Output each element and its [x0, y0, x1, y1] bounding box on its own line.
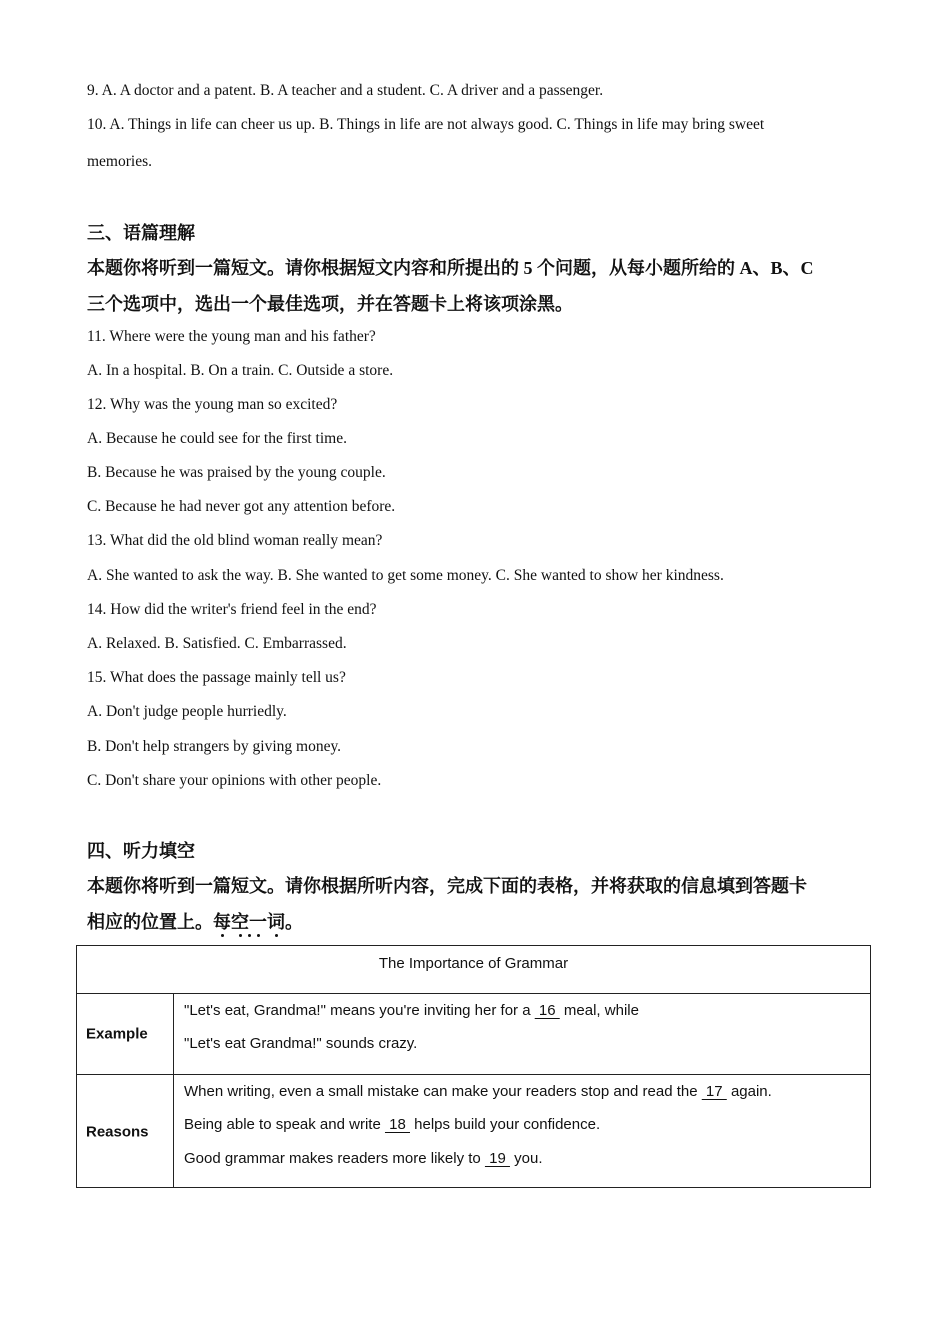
question-10-continued: memories.: [87, 153, 152, 170]
text: meal, while: [559, 1002, 639, 1019]
question-14: 14. How did the writer's friend feel in the end?: [87, 601, 377, 618]
emphasis-dots: [213, 912, 285, 932]
emphasis-char: 空: [231, 912, 249, 932]
section-4-title: 四、听力填空: [87, 841, 195, 861]
table-row-example: [77, 994, 870, 1075]
text: Good grammar makes readers more likely to: [184, 1150, 485, 1167]
question-14-options: A. Relaxed. B. Satisfied. C. Embarrassed.: [87, 635, 347, 652]
reason-line-2: [184, 1116, 600, 1133]
blank-16[interactable]: 16: [534, 1002, 560, 1019]
section-3-instruction-continued: 三个选项中，选出一个最佳选项，并在答题卡上将该项涂黑。: [87, 294, 573, 314]
reason-line-3: [184, 1150, 543, 1167]
question-12: 12. Why was the young man so excited?: [87, 396, 338, 413]
question-9: 9. A. A doctor and a patent. B. A teacher and a student. C. A driver and a passenger.: [87, 82, 604, 99]
table-title-row: [77, 946, 870, 994]
section-3-title: 三、语篇理解: [87, 223, 195, 243]
text: "Let's eat, Grandma!" means you're inviting her for a: [184, 1002, 535, 1019]
section-4-instruction: 本题你将听到一篇短文。请你根据所听内容，完成下面的表格，并将获取的信息填到答题卡: [87, 876, 807, 896]
example-line-1: [184, 1002, 639, 1019]
question-10: 10. A. Things in life can cheer us up. B. Things in life are not always good. C. Things in life may bring sweet: [87, 116, 765, 133]
grammar-table: [76, 945, 871, 1188]
table-row-reasons: [77, 1075, 870, 1188]
question-12-option-b: B. Because he was praised by the young couple.: [87, 464, 386, 481]
question-13: 13. What did the old blind woman really mean?: [87, 532, 383, 549]
text: Being able to speak and write: [184, 1116, 385, 1133]
row-label-example: Example: [86, 1025, 148, 1043]
question-15-option-b: B. Don't help strangers by giving money.: [87, 738, 342, 755]
table-title: The Importance of Grammar: [378, 955, 569, 972]
reason-line-1: [184, 1083, 772, 1100]
emphasis-char: 每: [213, 912, 231, 932]
emphasized-text: [213, 912, 285, 932]
blank-17[interactable]: 17: [701, 1083, 727, 1100]
text: helps build your confidence.: [410, 1116, 601, 1133]
question-12-option-a: A. Because he could see for the first time.: [87, 430, 347, 447]
question-12-option-c: C. Because he had never got any attention before.: [87, 498, 396, 515]
question-15-option-a: A. Don't judge people hurriedly.: [87, 703, 287, 720]
question-15: 15. What does the passage mainly tell us?: [87, 669, 346, 686]
question-15-option-c: C. Don't share your opinions with other people.: [87, 772, 382, 789]
instruction-text: 相应的位置上。: [87, 912, 213, 932]
section-3-instruction: 本题你将听到一篇短文。请你根据短文内容和所提出的 5 个问题，从每小题所给的 A、B、C: [87, 258, 814, 278]
question-13-options: A. She wanted to ask the way. B. She wanted to get some money. C. She wanted to show her kindness.: [87, 567, 724, 584]
row-label-cell: [77, 1075, 174, 1188]
emphasis-char: 词: [267, 912, 285, 932]
blank-19[interactable]: 19: [484, 1150, 510, 1167]
instruction-period: 。: [285, 912, 303, 932]
text: you.: [509, 1150, 543, 1167]
example-line-2: "Let's eat Grandma!" sounds crazy.: [184, 1035, 418, 1052]
text: again.: [726, 1083, 772, 1100]
row-label-reasons: Reasons: [86, 1123, 149, 1140]
section-4-instruction-continued: [87, 908, 303, 934]
row-label-cell: [77, 994, 174, 1074]
emphasis-char: 一: [249, 912, 267, 932]
text: When writing, even a small mistake can make your readers stop and read the: [184, 1083, 702, 1100]
question-11: 11. Where were the young man and his father?: [87, 328, 376, 345]
question-11-options: A. In a hospital. B. On a train. C. Outside a store.: [87, 362, 394, 379]
blank-18[interactable]: 18: [384, 1116, 410, 1133]
